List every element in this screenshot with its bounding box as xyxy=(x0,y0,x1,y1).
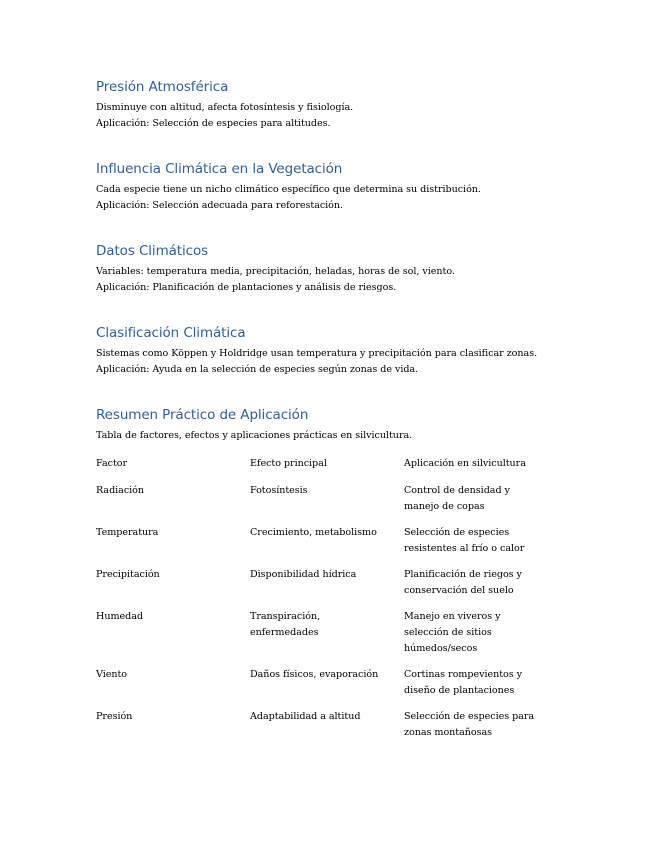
section-heading: Clasificación Climática xyxy=(96,325,246,341)
section-heading: Resumen Práctico de Aplicación xyxy=(96,407,309,423)
cell-line: Daños físicos, evaporación xyxy=(250,669,379,680)
table-cell-factor: Viento xyxy=(96,669,128,680)
table-row xyxy=(96,609,558,657)
table-cell-application xyxy=(404,483,554,515)
section-application: Aplicación: Selección de especies para altitudes. xyxy=(96,118,331,129)
section-text: Variables: temperatura media, precipitación, heladas, horas de sol, viento. xyxy=(96,266,455,277)
cell-line: Crecimiento, metabolismo xyxy=(250,527,377,538)
cell-line: Transpiración, xyxy=(250,611,321,622)
section-application: Aplicación: Ayuda en la selección de especies según zonas de vida. xyxy=(96,364,419,375)
table-row xyxy=(96,567,558,599)
table-cell-effect xyxy=(250,609,404,641)
section-influencia-climatica xyxy=(96,160,566,214)
table-cell-application xyxy=(404,709,554,741)
cell-line: húmedos/secos xyxy=(404,643,478,654)
section-application: Aplicación: Planificación de plantaciones y análisis de riesgos. xyxy=(96,282,397,293)
cell-line: selección de sitios xyxy=(404,627,492,638)
table-cell-effect xyxy=(250,667,404,683)
cell-line: Cortinas rompevientos y xyxy=(404,669,522,680)
section-text: Sistemas como Köppen y Holdridge usan temperatura y precipitación para clasificar zonas. xyxy=(96,348,538,359)
table-header-cell: Factor xyxy=(96,458,128,469)
cell-line: diseño de plantaciones xyxy=(404,685,515,696)
table-header-row xyxy=(96,456,558,472)
cell-line: resistentes al frío o calor xyxy=(404,543,525,554)
section-application: Aplicación: Selección adecuada para reforestación. xyxy=(96,200,344,211)
section-presion-atmosferica xyxy=(96,78,566,132)
table-cell-factor: Radiación xyxy=(96,485,145,496)
summary-table xyxy=(96,456,558,741)
table-row xyxy=(96,483,558,515)
table-row xyxy=(96,667,558,699)
cell-line: Control de densidad y xyxy=(404,485,510,496)
section-text: Cada especie tiene un nicho climático específico que determina su distribución. xyxy=(96,184,481,195)
table-cell-effect xyxy=(250,567,404,583)
cell-line: Planificación de riegos y xyxy=(404,569,522,580)
table-cell-effect xyxy=(250,709,404,725)
section-text: Disminuye con altitud, afecta fotosíntesis y fisiología. xyxy=(96,102,354,113)
table-cell-effect xyxy=(250,525,404,541)
cell-line: manejo de copas xyxy=(404,501,485,512)
table-row xyxy=(96,525,558,557)
table-cell-application xyxy=(404,609,554,657)
table-cell-factor: Presión xyxy=(96,711,133,722)
table-cell-application xyxy=(404,567,554,599)
cell-line: conservación del suelo xyxy=(404,585,514,596)
document-page xyxy=(96,78,566,751)
table-header-cell: Aplicación en silvicultura xyxy=(404,458,526,469)
section-resumen-practico xyxy=(96,406,566,741)
cell-line: Adaptabilidad a altitud xyxy=(250,711,361,722)
section-clasificacion-climatica xyxy=(96,324,566,378)
section-text: Tabla de factores, efectos y aplicaciones prácticas en silvicultura. xyxy=(96,430,413,441)
table-cell-factor: Temperatura xyxy=(96,527,159,538)
cell-line: Manejo en viveros y xyxy=(404,611,501,622)
section-heading: Influencia Climática en la Vegetación xyxy=(96,161,343,177)
cell-line: Selección de especies para xyxy=(404,711,535,722)
section-heading: Presión Atmosférica xyxy=(96,79,229,95)
cell-line: Selección de especies xyxy=(404,527,510,538)
section-heading: Datos Climáticos xyxy=(96,243,209,259)
table-header-cell: Efecto principal xyxy=(250,458,327,469)
table-row xyxy=(96,709,558,741)
cell-line: zonas montañosas xyxy=(404,727,493,738)
section-datos-climaticos xyxy=(96,242,566,296)
cell-line: Disponibilidad hídrica xyxy=(250,569,357,580)
table-cell-factor: Precipitación xyxy=(96,569,160,580)
table-cell-factor: Humedad xyxy=(96,611,143,622)
table-cell-effect xyxy=(250,483,404,499)
table-cell-application xyxy=(404,667,554,699)
cell-line: Fotosíntesis xyxy=(250,485,308,496)
table-cell-application xyxy=(404,525,554,557)
cell-line: enfermedades xyxy=(250,627,319,638)
